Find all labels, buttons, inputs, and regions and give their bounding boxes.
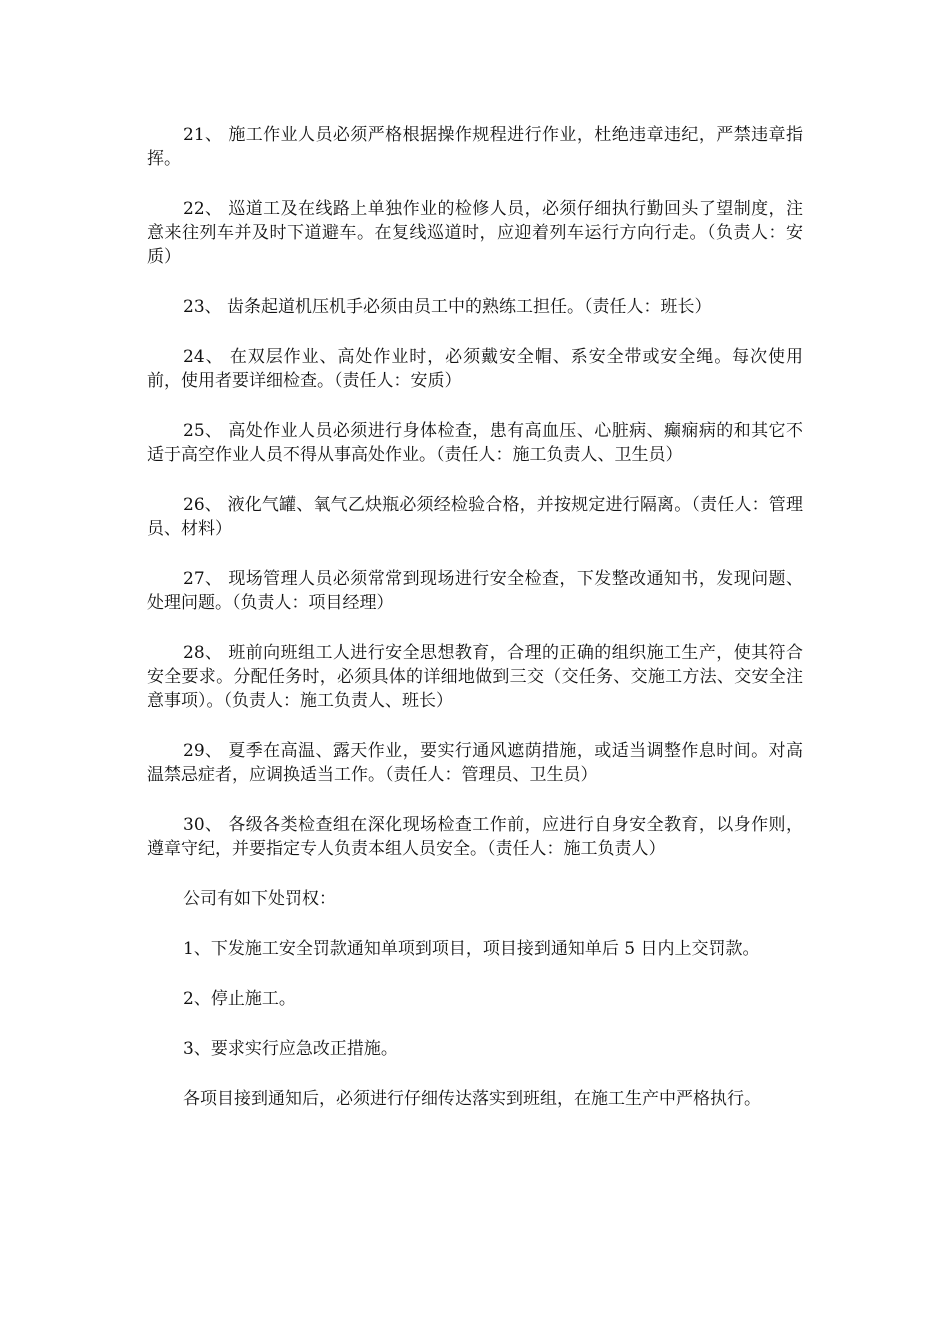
paragraph-item-29: 29、 夏季在高温、露天作业，要实行通风遮荫措施，或适当调整作息时间。对高温禁忌症者，应调换适当工作。（责任人：管理员、卫生员） (147, 741, 803, 785)
paragraph-item-26: 26、 液化气罐、氧气乙炔瓶必须经检验合格，并按规定进行隔离。（责任人：管理员、材料） (147, 495, 803, 539)
paragraph-item-24: 24、 在双层作业、高处作业时，必须戴安全帽、系安全带或安全绳。每次使用前，使用者要详细检查。（责任人：安质） (147, 347, 803, 391)
document-body (147, 123, 803, 1137)
paragraph-item-30: 30、 各级各类检查组在深化现场检查工作前，应进行自身安全教育，以身作则，遵章守纪，并要指定专人负责本组人员安全。（责任人：施工负责人） (147, 815, 803, 859)
closing-paragraph: 各项目接到通知后，必须进行仔细传达落实到班组，在施工生产中严格执行。 (183, 1089, 761, 1109)
paragraph-item-22: 22、 巡道工及在线路上单独作业的检修人员，必须仔细执行勤回头了望制度，注意来往列车并及时下道避车。在复线巡道时，应迎着列车运行方向行走。（负责人：安质） (147, 199, 803, 267)
penalty-intro: 公司有如下处罚权： (183, 889, 336, 909)
paragraph-item-21: 21、 施工作业人员必须严格根据操作规程进行作业，杜绝违章违纪，严禁违章指挥。 (147, 125, 803, 169)
paragraph-item-27: 27、 现场管理人员必须常常到现场进行安全检查，下发整改通知书，发现问题、处理问题。（负责人：项目经理） (147, 569, 803, 613)
paragraph-item-25: 25、 高处作业人员必须进行身体检查，患有高血压、心脏病、癫痫病的和其它不适于高空作业人员不得从事高处作业。（责任人：施工负责人、卫生员） (147, 421, 803, 465)
paragraph-item-28: 28、 班前向班组工人进行安全思想教育，合理的正确的组织施工生产，使其符合安全要求。分配任务时，必须具体的详细地做到三交（交任务、交施工方法、交安全注意事项）。（负责人：施工负责人、班长） (147, 643, 803, 711)
paragraph-item-23: 23、 齿条起道机压机手必须由员工中的熟练工担任。（责任人：班长） (183, 297, 712, 317)
penalty-item-2: 2、停止施工。 (183, 989, 296, 1009)
penalty-item-3: 3、要求实行应急改正措施。 (183, 1039, 398, 1059)
penalty-item-1: 1、下发施工安全罚款通知单项到项目，项目接到通知单后 5 日内上交罚款。 (183, 939, 760, 959)
